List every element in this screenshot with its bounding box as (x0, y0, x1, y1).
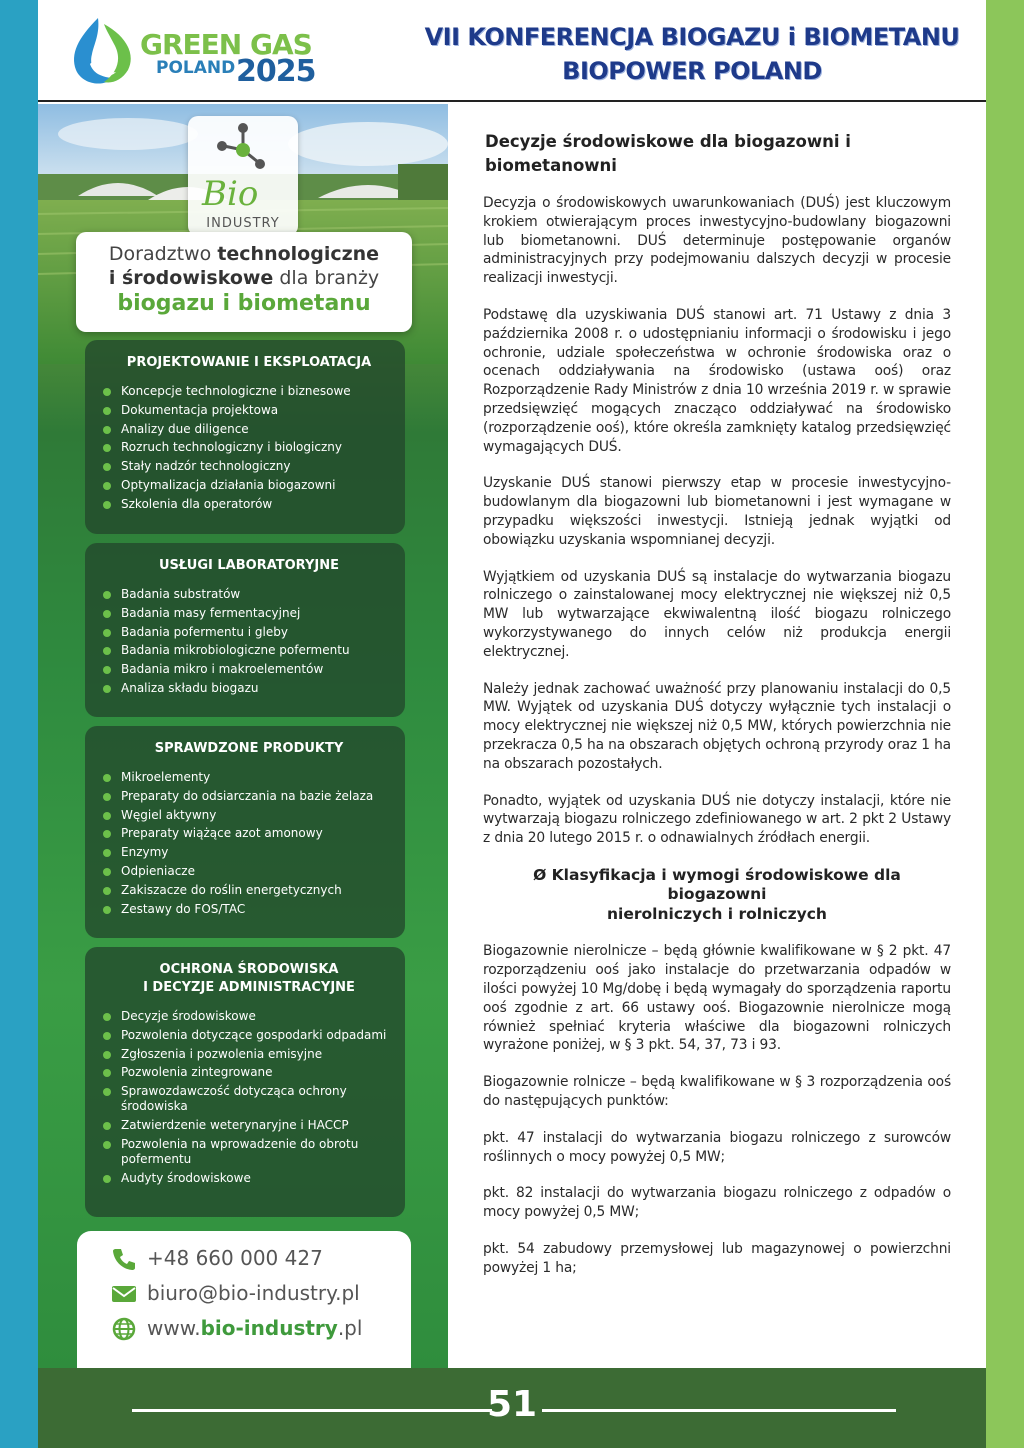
bullet-icon (103, 1141, 111, 1149)
service-item (103, 864, 395, 879)
promo-line-2-text: dla branży (273, 267, 380, 289)
service-item (103, 808, 395, 823)
article-paragraph: Podstawę dla uzyskiwania DUŚ stanowi art. 71 Ustawy z dnia 3 października 2008 r. o udostępnianiu informacji o środowisku i jego ochronie, udziale społeczeństwa w ochronie środowiska oraz o ocenach oddziaływania na środowisko (ustawa ooś) oraz Rozporządzenie Rady Ministrów z dnia 10 września 2019 r. w sprawie przedsięwzięć mogących znacząco oddziaływać na środowisko (rozporządzenie ooś), które określa zamknięty katalog przedsięwzięć wymagających DUŚ. (483, 306, 951, 455)
service-item (103, 1171, 395, 1186)
service-item (103, 440, 395, 455)
bullet-icon (103, 444, 111, 452)
bullet-icon (103, 1175, 111, 1183)
service-item (103, 902, 395, 917)
service-item-label: Zatwierdzenie weterynaryjne i HACCP (121, 1117, 349, 1132)
service-section-environment (85, 947, 405, 1217)
bullet-icon (103, 793, 111, 801)
bullet-icon (103, 426, 111, 434)
article-subheading-line1: Ø Klasyfikacja i wymogi środowiskowe dla biogazowni (533, 865, 901, 904)
bullet-icon (103, 647, 111, 655)
bio-industry-advertisement (38, 104, 448, 1368)
service-item (103, 625, 395, 640)
website-prefix: www. (147, 1316, 201, 1340)
article-paragraph: Biogazownie rolnicze – będą kwalifikowane w § 3 rozporządzenia ooś do następujących punktów: (483, 1074, 951, 1109)
promo-line-2 (76, 266, 412, 290)
service-item-label: Odpieniacze (121, 863, 195, 878)
article-paragraph: Biogazownie nierolnicze – będą głównie kwalifikowane w § 2 pkt. 47 rozporządzeniu ooś jako instalacje do przetwarzania odpadów w ilości powyżej 10 Mg/dobę i będą wymagały do sporządzenia raportu ooś zgodnie z art. 66 ustawy ooś. Biogazownie nierolnicze mogą również spełniać kryteria właściwe dla biogazowni rolniczych wyrażone poniżej, w § 3 pkt. 54, 37, 73 i 93. (483, 943, 951, 1054)
service-section-design (85, 340, 405, 534)
service-item (103, 1084, 395, 1114)
service-section-products (85, 726, 405, 938)
left-color-band (0, 0, 38, 1448)
page-footer (38, 1368, 986, 1448)
bullet-icon (103, 685, 111, 693)
article (483, 130, 951, 1296)
service-section-title-line1: OCHRONA ŚRODOWISKA (159, 962, 339, 977)
service-item (103, 826, 395, 841)
contact-email[interactable] (115, 1278, 411, 1313)
phone-number: +48 660 000 427 (147, 1246, 323, 1270)
article-paragraph: pkt. 54 zabudowy przemysłowej lub magazynowej o powierzchni powyżej 1 ha; (483, 1240, 951, 1276)
service-item-label: Rozruch technologiczny i biologiczny (121, 440, 342, 455)
service-section-title: USŁUGI LABORATORYJNE (159, 558, 339, 573)
bio-brand-word: Bio (202, 174, 259, 214)
bullet-icon (103, 849, 111, 857)
service-item-label: Enzymy (121, 845, 169, 860)
service-item (103, 1137, 395, 1167)
service-item-label: Stały nadzór technologiczny (121, 459, 291, 474)
service-item-label: Zakiszacze do roślin energetycznych (121, 882, 342, 897)
logo-text-green-gas: GREEN GAS (140, 28, 312, 61)
service-section-title: SPRAWDZONE PRODUKTY (154, 741, 344, 756)
service-item (103, 497, 395, 512)
website-suffix: .pl (337, 1316, 363, 1340)
bullet-icon (103, 906, 111, 914)
service-item-label: Audyty środowiskowe (121, 1170, 251, 1185)
bullet-icon (103, 1051, 111, 1059)
service-section-title-line2: I DECYZJE ADMINISTRACYJNE (143, 980, 355, 995)
service-item-label: Analizy due diligence (121, 421, 249, 436)
bullet-icon (103, 1032, 111, 1040)
article-subheading-line2: nierolniczych i rolniczych (607, 904, 827, 923)
promo-line-3: biogazu i biometanu (117, 291, 371, 316)
service-list (103, 770, 395, 917)
service-section-title: PROJEKTOWANIE I EKSPLOATACJA (126, 355, 372, 370)
service-list (103, 1009, 395, 1186)
bullet-icon (103, 1013, 111, 1021)
service-item (103, 1028, 395, 1043)
website-url (147, 1313, 362, 1343)
service-item-label: Badania mikro i makroelementów (121, 662, 324, 677)
bullet-icon (103, 463, 111, 471)
bullet-icon (103, 887, 111, 895)
service-item (103, 883, 395, 898)
contact-box (77, 1231, 411, 1368)
article-paragraph: Należy jednak zachować uważność przy planowaniu instalacji do 0,5 MW. Wyjątek od uzyskania DUŚ dotyczy wyłącznie tych instalacji o mocy elektrycznej nie większej niż 0,5 MW, których powierzchnia nie przekracza 0,5 ha na obszarach objętych ochroną przyrody oraz 1 ha na obszarach pozostałych. (483, 680, 951, 772)
service-item (103, 1118, 395, 1133)
service-item-label: Węgiel aktywny (121, 807, 217, 822)
service-section-title (103, 961, 395, 997)
service-item-label: Pozwolenia zintegrowane (121, 1065, 273, 1080)
page-header (38, 0, 986, 102)
website-brand: bio-industry (200, 1316, 338, 1340)
bullet-icon (103, 1069, 111, 1077)
promo-headline-box (76, 232, 412, 332)
article-title: Decyzje środowiskowe dla biogazowni i biometanowni (485, 132, 851, 175)
service-item-label: Analiza składu biogazu (121, 680, 259, 695)
service-item (103, 587, 395, 602)
green-gas-poland-logo (68, 14, 328, 94)
service-item (103, 770, 395, 785)
footer-divider-right (542, 1409, 896, 1412)
conference-title-line1: VII KONFERENCJA BIOGAZU i BIOMETANU (424, 23, 960, 51)
promo-line-1-text: Doradztwo (108, 243, 218, 265)
bullet-icon (103, 407, 111, 415)
article-paragraph: Uzyskanie DUŚ stanowi pierwszy etap w procesie inwestycyjno-budowlanym dla biogazowni lub biometanowni i jest wymagane w przypadku większości inwestycji. Istnieją jednak wyjątki od obowiązku uzyskania wspomnianej decyzji. (483, 475, 951, 548)
bullet-icon (103, 482, 111, 490)
bullet-icon (103, 629, 111, 637)
service-item-label: Zgłoszenia i pozwolenia emisyjne (121, 1046, 323, 1061)
contact-website[interactable] (115, 1313, 411, 1348)
service-item (103, 459, 395, 474)
bullet-icon (103, 610, 111, 618)
service-item (103, 845, 395, 860)
molecule-icon (188, 116, 298, 176)
service-item-label: Badania mikrobiologiczne pofermentu (121, 643, 350, 658)
service-item (103, 1047, 395, 1062)
service-item (103, 403, 395, 418)
service-item-label: Badania masy fermentacyjnej (121, 605, 301, 620)
service-item (103, 384, 395, 399)
service-item-label: Optymalizacja działania biogazowni (121, 477, 336, 492)
service-list (103, 384, 395, 512)
article-paragraph: Wyjątkiem od uzyskania DUŚ są instalacje do wytwarzania biogazu rolniczego o zainstalowanej mocy elektrycznej nie większej niż 0,5 MW lub wytwarzające ekwiwalentną ilość biogazu rolniczego wykorzystywanego do innych celów niż produkcja energii elektrycznej. (483, 568, 951, 660)
service-item-label: Decyzje środowiskowe (121, 1009, 256, 1023)
service-item-label: Koncepcje technologiczne i biznesowe (121, 384, 351, 398)
service-item (103, 643, 395, 658)
globe-icon (111, 1317, 137, 1341)
service-item-label: Preparaty do odsiarczania na bazie żelaza (121, 788, 374, 803)
service-item-label: Badania substratów (121, 587, 241, 601)
bullet-icon (103, 1122, 111, 1130)
service-item (103, 606, 395, 621)
phone-icon (111, 1247, 137, 1271)
bullet-icon (103, 591, 111, 599)
service-item (103, 422, 395, 437)
article-paragraph: Ponadto, wyjątek od uzyskania DUŚ nie dotyczy instalacji, które nie wytwarzają biogazu rolniczego zdefiniowanego w art. 2 pkt 2 Ustawy z dnia 20 lutego 2015 r. o odnawialnych źródłach energii. (483, 792, 951, 847)
logo-text-poland: POLAND (156, 58, 236, 78)
article-paragraph: pkt. 82 instalacji do wytwarzania biogazu rolniczego z odpadów o mocy powyżej 0,5 MW; (483, 1185, 951, 1221)
bullet-icon (103, 388, 111, 396)
promo-line-2-bold: i środowiskowe (108, 267, 274, 289)
contact-phone[interactable] (115, 1243, 411, 1278)
bullet-icon (103, 1088, 111, 1096)
logo-text-year: 2025 (236, 54, 316, 89)
page-number: 51 (486, 1384, 538, 1425)
promo-line-1 (76, 242, 412, 266)
service-item (103, 789, 395, 804)
envelope-icon (111, 1282, 137, 1306)
service-item-label: Pozwolenia dotyczące gospodarki odpadami (121, 1027, 387, 1042)
right-color-band (986, 0, 1024, 1448)
service-item-label: Zestawy do FOS/TAC (121, 901, 246, 916)
conference-title (412, 20, 972, 88)
article-paragraph: Decyzja o środowiskowych uwarunkowaniach (DUŚ) jest kluczowym krokiem otwierającym proces inwestycyjno-budowlany biogazowni lub biometanowni. DUŚ determinuje postępowanie organów administracyjnych przy podejmowaniu dalszych decyzji w procesie realizacji inwestycji. (483, 195, 951, 287)
service-item (103, 1009, 395, 1024)
service-list (103, 587, 395, 696)
flame-leaf-icon (68, 14, 138, 90)
service-item (103, 1065, 395, 1080)
bullet-icon (103, 830, 111, 838)
service-section-laboratory (85, 543, 405, 717)
bullet-icon (103, 666, 111, 674)
article-paragraph: pkt. 47 instalacji do wytwarzania biogazu rolniczego z surowców roślinnych o mocy powyżej 0,5 MW; (483, 1129, 951, 1165)
bullet-icon (103, 812, 111, 820)
service-item (103, 681, 395, 696)
service-item-label: Pozwolenia na wprowadzenie do obrotu pofermentu (121, 1136, 359, 1166)
bullet-icon (103, 774, 111, 782)
bullet-icon (103, 501, 111, 509)
bullet-icon (103, 868, 111, 876)
bio-industry-logo (188, 116, 298, 236)
service-item-label: Sprawozdawczość dotycząca ochrony środowiska (121, 1084, 347, 1114)
service-item-label: Dokumentacja projektowa (121, 402, 279, 417)
promo-line-1-bold: technologiczne (217, 243, 380, 265)
service-item-label: Szkolenia dla operatorów (121, 496, 273, 511)
conference-title-line2: BIOPOWER POLAND (562, 57, 822, 85)
service-item (103, 662, 395, 677)
service-item (103, 478, 395, 493)
service-item-label: Preparaty wiążące azot amonowy (121, 826, 323, 841)
service-item-label: Badania pofermentu i gleby (121, 624, 288, 639)
industry-brand-word: INDUSTRY (206, 216, 280, 231)
article-subheading (483, 866, 951, 925)
email-address: biuro@bio-industry.pl (147, 1281, 360, 1305)
service-item-label: Mikroelementy (121, 770, 211, 784)
